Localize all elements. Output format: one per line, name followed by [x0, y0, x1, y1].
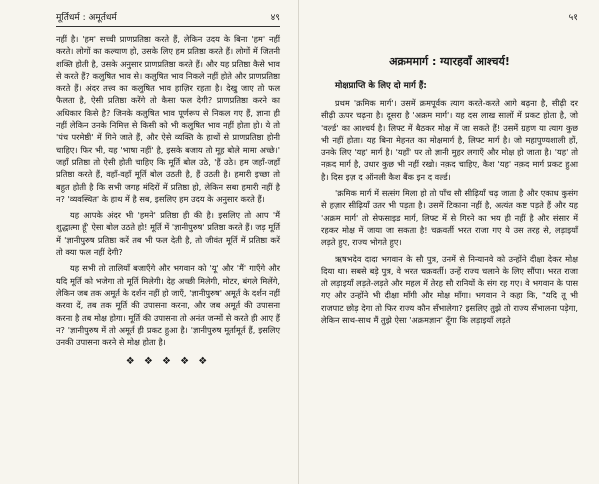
- right-page: [299, 0, 598, 484]
- paragraph: यह सभी तो तालियाँ बजाएँगे और भगवान को 'यू' और 'मैं' गाएँगे और यदि मूर्ति को भजेगा तो मूर्ति मिलेगी। देह अच्छी मिलेगी, मोटर, बंगले मिलेंगे, लेकिन जब तक अमूर्त के दर्शन नहीं हो जाएँ, 'ज्ञानीपुरुष' अमूर्त के दर्शन नहीं करवा दें, तब तक मूर्ति की उपासना करना, और जब अमूर्त की उपासना करना है तब मोक्ष होगा। मूर्ति की उपासना तो अनंत जन्मों से करते ही आए हैं न? 'ज्ञानीपुरुष में तो अमूर्त ही प्रकट हुआ है। 'ज्ञानीपुरुष मूर्तामूर्त हैं, इसलिए उनकी उपासना करने से मोक्ष होता है।: [56, 263, 280, 348]
- section-heading: मोक्षप्राप्ति के लिए दो मार्ग हैं:: [335, 81, 427, 91]
- ornament-divider: ❖ ❖ ❖ ❖ ❖: [125, 356, 211, 368]
- running-header: [321, 10, 578, 26]
- page-number: ५१: [568, 13, 578, 23]
- page-number: ४९: [270, 13, 280, 23]
- paragraph: प्रथम 'क्रमिक मार्ग'। उसमें क्रमपूर्वक त्याग करते-करते आगे बढ़ना है, सीढ़ी दर सीढ़ी ऊपर चढ़ना है। दूसरा है 'अक्रम मार्ग'। यह दस लाख सालों में प्रकट होता है, जो 'वर्ल्ड' का आश्चर्य है। लिफ्ट में बैठकर मोक्ष में जा सकते हैं! उसमें ग्रहण या त्याग कुछ भी नहीं होता। यह बिना मेहनत का मोक्षमार्ग है, लिफ्ट मार्ग है। जो महापुण्यशाली हों, उनके लिए 'यह' मार्ग है। 'यहाँ' पर तो ज्ञानी मुहर लगाएँ और मोक्ष हो जाता है। 'यह' तो नक़द मार्ग है, उधार कुछ भी नहीं रखो। नक़द चाहिए, कैश 'यह' नक़द मार्ग प्रकट हुआ है। दिस इज़ द ऑनली कैश बैंक इन द वर्ल्ड।: [321, 98, 578, 182]
- paragraph: यह आपके अंदर भी 'हमने' प्रतिष्ठा ही की है। इसलिए तो आप 'मैं शुद्धात्मा हूँ' ऐसा बोल उठते हो! मूर्ति में 'ज्ञानीपुरुष' प्रतिष्ठा करते हैं। जड़ मूर्ति में 'ज्ञानीपुरुष प्रतिष्ठा करें तब भी फल देती है, तो जीवंत मूर्ति में प्रतिष्ठा करें तो क्या फल नहीं देगी?: [56, 210, 280, 258]
- paragraph: नहीं है। 'हम' सच्ची प्राणप्रतिष्ठा करते हैं, लेकिन उदय के बिना 'हम' नहीं करते। लोगों का कल्याण हो, उसके लिए हम प्रतिष्ठा करते हैं। लोगों में जितनी शक्ति होती है, उसके अनुसार प्राणप्रतिष्ठा करते हैं। और यह प्रतिष्ठा कैसे भाव से करते हैं? कलुषित भाव से। कलुषित भाव निकले नहीं होते और प्राणप्रतिष्ठा करते हैं। अंदर तत्त्व का कलुषित भाव हाज़िर रहता है। देखु जाए तो फल फैलता है, ऐसी प्रतिष्ठा करेंगे तो कैसा फल देगी? प्राणप्रतिष्ठा करने का अधिकार किसे है? जिनके कलुषित भाव पूर्णरूप से निकल गए हैं, ज्ञाना ही नहीं लेकिन उनके निमित्त से किसी को भी कलुषित भाव नहीं होता हो। ये तो 'पंच परमेष्ठी' में गिने जाते हैं, और ऐसे व्यक्ति के हाथों से प्राणप्रतिष्ठा होनी चाहिए। फिर भी, यह 'भाषा नहीं' है, इसके बजाय तो मूह बोले मामा अच्छे।' जहाँ प्रतिष्ठा तो ऐसी होती चाहिए कि मूर्ति बोल उठे, 'हैं उठे। हम जहाँ-जहाँ प्रतिष्ठा करते हैं, वहाँ-वहाँ मूर्ति बोल उठती है, हैं उठती है। हमारी इच्छा तो बहुत होती है कि सभी जगह मंदिरों में प्रतिष्ठा हो, लेकिन सबा हमारी नहीं है न? 'व्यवस्थित' के हाथ में है सब, इसलिए हम उदय के अनुसार करते हैं।: [56, 34, 280, 204]
- paragraph: 'क्रमिक मार्ग में सत्संग मिला हो तो पाँच सौ सीढ़ियाँ चढ़ जाता है और एकाध कुसंग से हज़ार सीढ़ियाँ उतर भी पड़ता है। उसमें टिकाना नहीं है, अत्यंत कष्ट पड़ते हैं और यह 'अक्रम मार्ग' तो सेफसाइड मार्ग, लिफ्ट में से गिरने का भय ही नहीं है और संसार में रहकर मोक्ष में जाया जा सकता है! चक्रवर्ती भरत राजा गए ये उस तरह से, लड़ाइयाँ लड़ते हुए, राज्य भोगते हुए।: [321, 188, 578, 248]
- chapter-title: अक्रममार्ग : ग्यारहवाँ आश्चर्य!: [389, 55, 510, 68]
- paragraph: ऋषभदेव दादा भगवान के सौ पुत्र, उनमें से निन्यानवे को उन्होंने दीक्षा देकर मोक्ष दिया था। सबसे बड़े पुत्र, वे भरत चक्रवर्ती। उन्हें राज्य चलाने के लिए सौंपा। भरत राजा तो लड़ाइयाँ लड़ते-लड़ते और महल में तेरह सौ रानियों के संग रह गए। वे भगवान के पास गए और उन्होंने भी दीक्षा माँगी और मोक्ष माँगा। भगवान ने कहा कि, "यदि तू भी राजपाट छोड़ देगा तो फिर राज्य कौन सँभालेगा? इसलिए तुझे तो राज्य सँभालना पड़ेगा, लेकिन साथ-साथ मैं तुझे ऐसा 'अक्रमज्ञान' दूँगा कि लड़ाइयाँ लड़ते: [321, 253, 578, 326]
- running-header: [56, 10, 280, 27]
- left-page: [0, 0, 299, 484]
- running-head-title: मूर्तिधर्म : अमूर्तधर्म: [56, 13, 117, 23]
